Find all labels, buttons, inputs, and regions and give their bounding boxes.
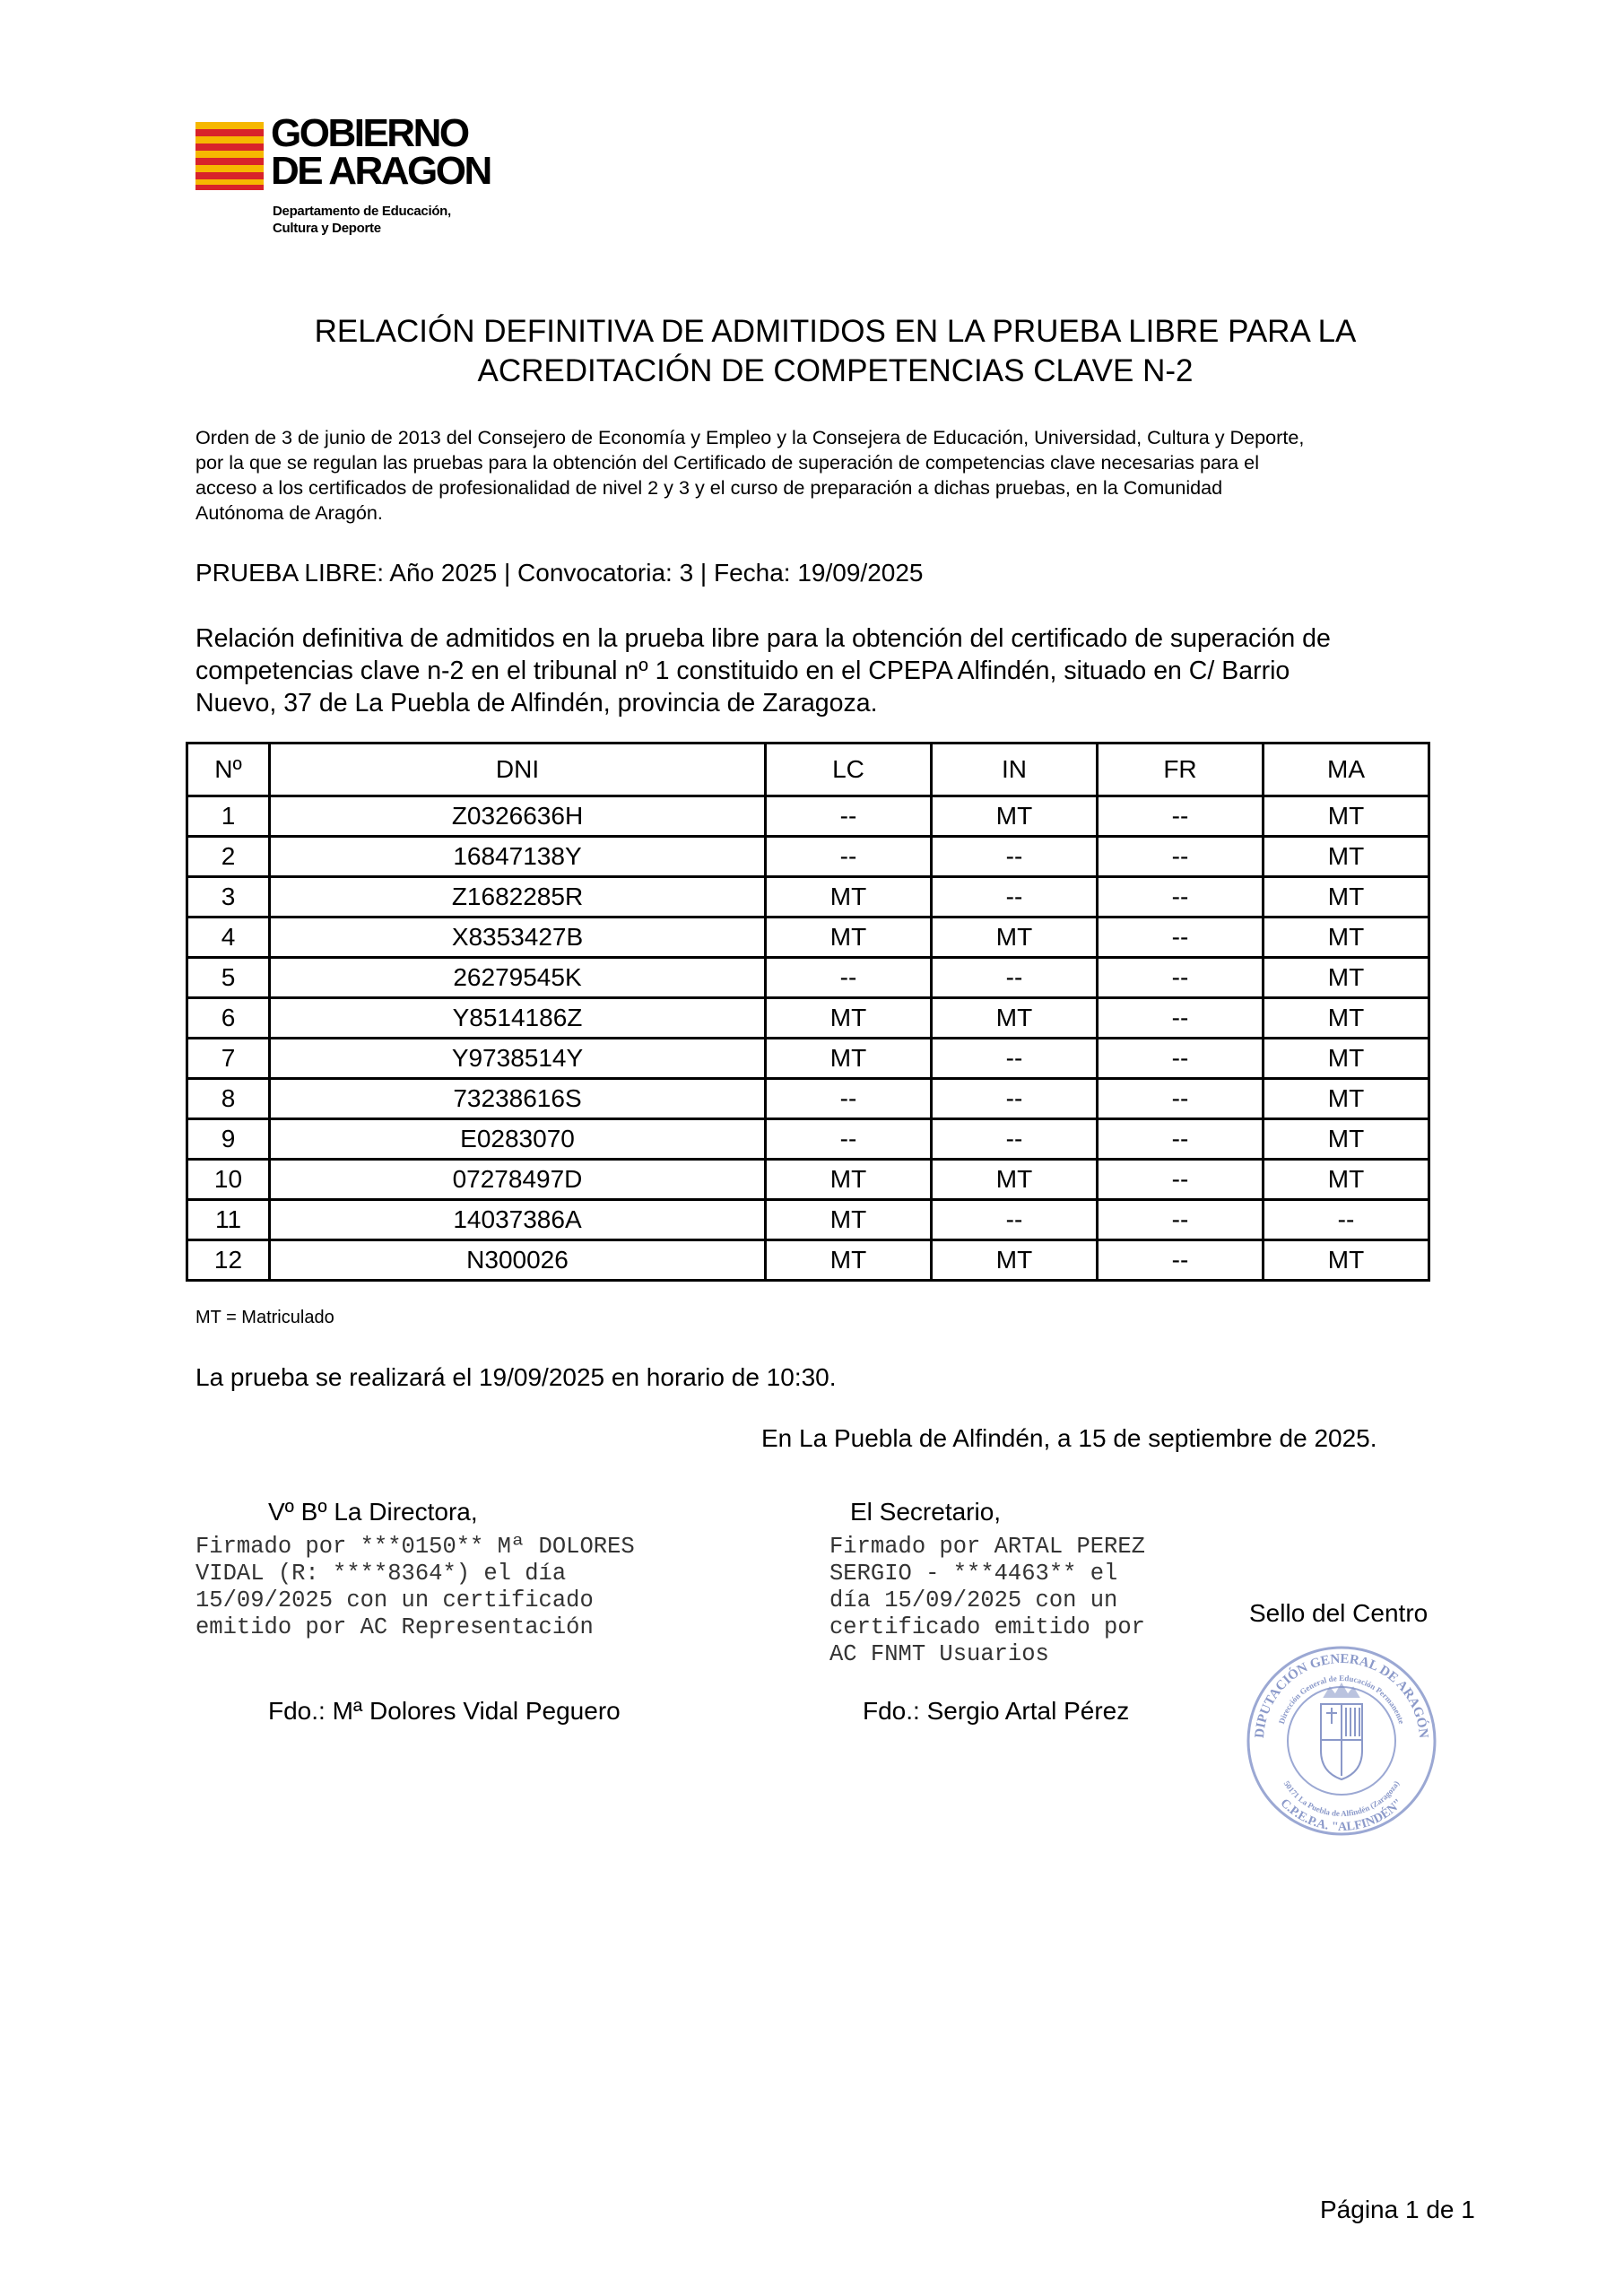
firma-line: Firmado por ARTAL PEREZ [829,1534,1145,1560]
cell-ma: MT [1264,1240,1429,1281]
firma-line: VIDAL (R: ****8364*) el día [195,1561,567,1587]
cell-dni: X8353427B [270,918,766,958]
sello-label: Sello del Centro [1249,1599,1429,1627]
table-header-row [187,744,1429,796]
logo-wordmark [271,111,491,193]
table-row [187,1200,1429,1240]
cell-dni: 26279545K [270,958,766,998]
cell-in: -- [932,877,1098,918]
cell-dni: Z1682285R [270,877,766,918]
cell-fr: -- [1098,796,1264,837]
header-lc: LC [766,744,932,796]
cell-ma: MT [1264,1079,1429,1119]
cell-in: -- [932,1079,1098,1119]
cell-dni: 07278497D [270,1160,766,1200]
cell-in: -- [932,1200,1098,1240]
firma-line: certificado emitido por [829,1614,1145,1640]
cell-numero: 10 [187,1160,270,1200]
cell-dni: Z0326636H [270,796,766,837]
orden-line: por la que se regulan las pruebas para la obtención del Certificado de superación de competencias clave necesarias para el [195,451,1259,474]
firma-line: emitido por AC Representación [195,1614,594,1640]
cell-ma: MT [1264,796,1429,837]
cell-lc: -- [766,1079,932,1119]
cell-lc: MT [766,1200,932,1240]
cell-lc: MT [766,918,932,958]
table-row [187,998,1429,1039]
cell-numero: 6 [187,998,270,1039]
logo-dept-line-2: Cultura y Deporte [273,221,381,236]
cell-lc: -- [766,958,932,998]
table-row [187,958,1429,998]
cell-lc: MT [766,1240,932,1281]
cell-lc: MT [766,877,932,918]
relacion-line: Nuevo, 37 de La Puebla de Alfindén, provincia de Zaragoza. [195,689,878,718]
cell-dni: 14037386A [270,1200,766,1240]
directora-heading: Vº Bº La Directora, [268,1498,478,1526]
cell-fr: -- [1098,1240,1264,1281]
prueba-libre-line: PRUEBA LIBRE: Año 2025 | Convocatoria: 3 | Fecha: 19/09/2025 [195,559,924,587]
cell-ma: MT [1264,998,1429,1039]
cell-lc: MT [766,998,932,1039]
relacion-line: competencias clave n-2 en el tribunal nº 1 constituido en el CPEPA Alfindén, situado en C/ Barrio [195,657,1290,685]
cell-numero: 9 [187,1119,270,1160]
header-numero: Nº [187,744,270,796]
secretario-digital-signature [829,1534,1145,1668]
cell-numero: 3 [187,877,270,918]
secretario-fdo: Fdo.: Sergio Artal Pérez [863,1697,1130,1725]
cell-numero: 11 [187,1200,270,1240]
cell-ma: MT [1264,918,1429,958]
orden-paragraph [195,425,1304,526]
relacion-paragraph [195,622,1331,719]
logo-line-1: GOBIERNO [271,111,468,155]
seal-ring-inner-text: Dirección General de Educación Permanente [1276,1673,1407,1726]
table-row [187,1079,1429,1119]
firma-line: SERGIO - ***4463** el [829,1561,1118,1587]
gobierno-aragon-logo [195,111,536,246]
cell-dni: 16847138Y [270,837,766,877]
cell-numero: 4 [187,918,270,958]
cell-lc: -- [766,837,932,877]
cell-fr: -- [1098,918,1264,958]
seal-ring-top-text: DIPUTACIÓN GENERAL DE ARAGÓN [1252,1651,1431,1739]
table-row [187,877,1429,918]
cell-in: -- [932,1039,1098,1079]
cell-dni: Y9738514Y [270,1039,766,1079]
header-dni: DNI [270,744,766,796]
cell-in: -- [932,1119,1098,1160]
prueba-fecha-line: La prueba se realizará el 19/09/2025 en horario de 10:30. [195,1363,837,1391]
cell-dni: N300026 [270,1240,766,1281]
cell-numero: 5 [187,958,270,998]
cell-dni: 73238616S [270,1079,766,1119]
cell-in: -- [932,837,1098,877]
lugar-fecha-line: En La Puebla de Alfindén, a 15 de septiembre de 2025. [761,1424,1377,1452]
cell-lc: -- [766,796,932,837]
logo-line-2: DE ARAGON [271,149,491,193]
cell-numero: 12 [187,1240,270,1281]
cell-numero: 2 [187,837,270,877]
aragon-flag-icon [195,122,264,190]
orden-line: Autónoma de Aragón. [195,501,383,524]
orden-line: Orden de 3 de junio de 2013 del Consejero de Economía y Empleo y la Consejera de Educación, Universidad, Cultura y Deporte, [195,426,1305,448]
cell-in: MT [932,998,1098,1039]
mt-legend: MT = Matriculado [195,1308,334,1327]
cell-numero: 8 [187,1079,270,1119]
cell-ma: MT [1264,837,1429,877]
official-seal-stamp [1242,1641,1441,1840]
cell-fr: -- [1098,1039,1264,1079]
firma-line: Firmado por ***0150** Mª DOLORES [195,1534,635,1560]
table-row [187,1039,1429,1079]
seal-ring-address-text: 50171 La Puebla de Alfindén (Zaragoza) [1281,1779,1402,1819]
cell-in: MT [932,918,1098,958]
firma-line: AC FNMT Usuarios [829,1641,1049,1667]
cell-ma: MT [1264,958,1429,998]
logo-dept-line-1: Departamento de Educación, [273,204,451,219]
secretario-heading: El Secretario, [850,1498,1002,1526]
cell-in: -- [932,958,1098,998]
page-number: Página 1 de 1 [1320,2196,1475,2223]
table-row [187,796,1429,837]
firma-line: 15/09/2025 con un certificado [195,1587,594,1613]
title-line-1: RELACIÓN DEFINITIVA DE ADMITIDOS EN LA PRUEBA LIBRE PARA LA [314,314,1357,349]
header-in: IN [932,744,1098,796]
cell-ma: MT [1264,877,1429,918]
cell-in: MT [932,1160,1098,1200]
relacion-line: Relación definitiva de admitidos en la prueba libre para la obtención del certificado de superación de [195,624,1331,653]
table-row [187,918,1429,958]
directora-digital-signature [195,1534,635,1641]
cell-lc: MT [766,1039,932,1079]
cell-ma: MT [1264,1119,1429,1160]
cell-fr: -- [1098,1119,1264,1160]
logo-department [273,203,451,237]
cell-ma: MT [1264,1160,1429,1200]
title-line-2: ACREDITACIÓN DE COMPETENCIAS CLAVE N-2 [477,353,1194,388]
cell-numero: 7 [187,1039,270,1079]
document-title [135,312,1536,391]
cell-fr: -- [1098,1160,1264,1200]
orden-line: acceso a los certificados de profesionalidad de nivel 2 y 3 y el curso de preparación a dichas pruebas, en la Comunidad [195,476,1223,499]
cell-fr: -- [1098,877,1264,918]
cell-ma: MT [1264,1039,1429,1079]
cell-in: MT [932,796,1098,837]
table-body [187,796,1429,1281]
cell-dni: Y8514186Z [270,998,766,1039]
firma-line: día 15/09/2025 con un [829,1587,1118,1613]
cell-fr: -- [1098,958,1264,998]
cell-fr: -- [1098,998,1264,1039]
seal-coat-of-arms-icon [1321,1684,1362,1779]
seal-ring-bottom-text: C.P.E.P.A. "ALFINDÉN" [1277,1796,1406,1835]
table-row [187,1160,1429,1200]
header-ma: MA [1264,744,1429,796]
table-row [187,1119,1429,1160]
table-row [187,1240,1429,1281]
cell-fr: -- [1098,1200,1264,1240]
cell-ma: -- [1264,1200,1429,1240]
directora-fdo: Fdo.: Mª Dolores Vidal Peguero [268,1697,621,1725]
table-row [187,837,1429,877]
cell-dni: E0283070 [270,1119,766,1160]
admitidos-table [186,742,1430,1282]
cell-in: MT [932,1240,1098,1281]
cell-lc: MT [766,1160,932,1200]
cell-fr: -- [1098,1079,1264,1119]
header-fr: FR [1098,744,1264,796]
cell-numero: 1 [187,796,270,837]
cell-lc: -- [766,1119,932,1160]
cell-fr: -- [1098,837,1264,877]
